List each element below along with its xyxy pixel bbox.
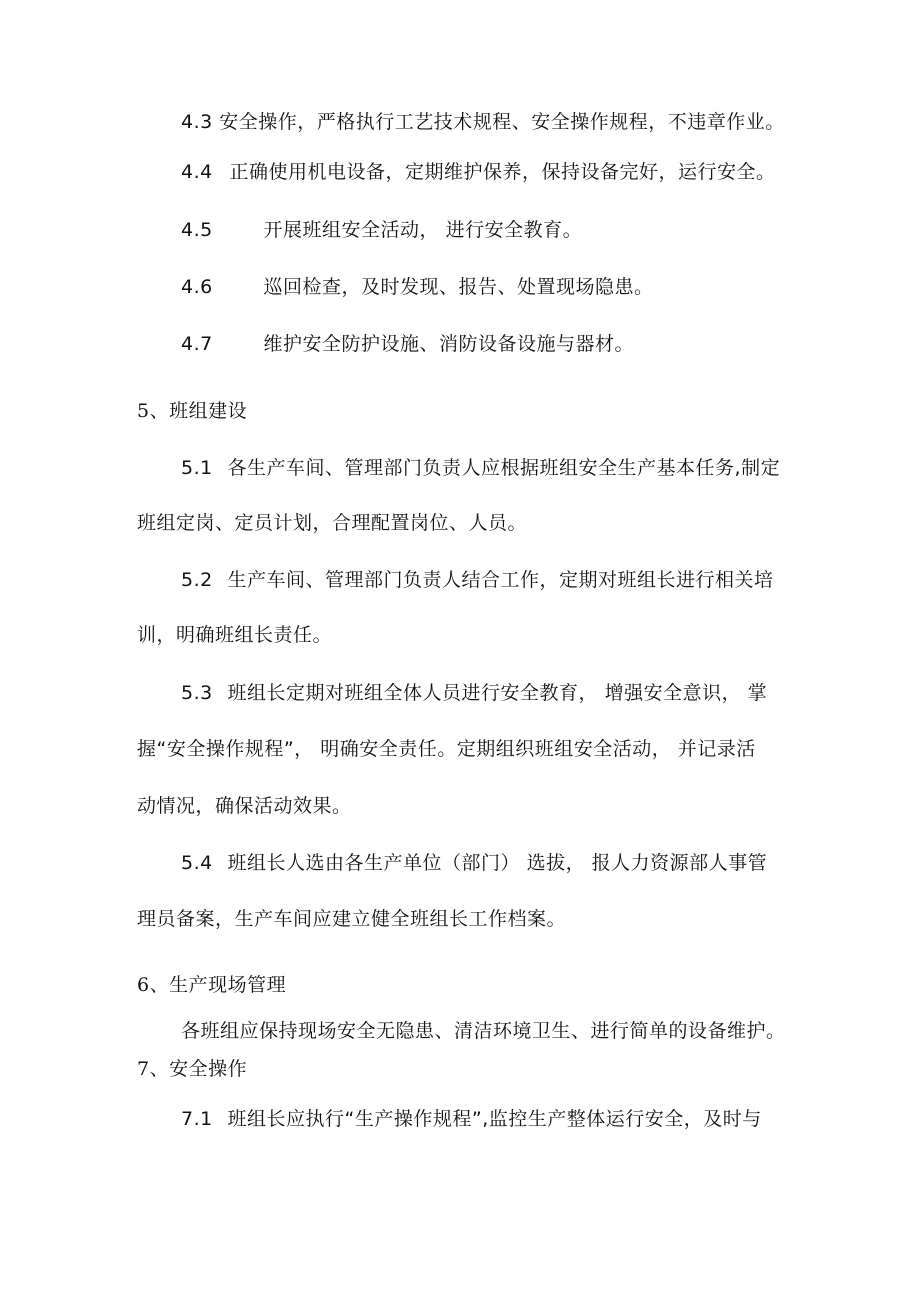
clause-number: 5.4 [181, 852, 213, 874]
clause-text: 班组长人选由各生产单位（部门） 选拔， 报人力资源部人事管 [227, 852, 768, 874]
clause-5-3-line3: 动情况，确保活动效果。 [137, 795, 352, 817]
clause-text: 班组长定期对班组全体人员进行安全教育， 增强安全意识， 掌 [227, 682, 768, 704]
section-6-text: 各班组应保持现场安全无隐患、清洁环境卫生、进行简单的设备维护。 [181, 1020, 786, 1042]
clause-4-3 [181, 109, 785, 135]
clause-number: 5.1 [181, 457, 213, 479]
section-7-heading: 7、安全操作 [137, 1058, 248, 1080]
clause-4-5 [181, 217, 582, 243]
clause-4-6 [181, 274, 654, 300]
clause-5-1-line2: 班组定岗、定员计划，合理配置岗位、人员。 [137, 512, 528, 534]
clause-5-1-line1 [181, 455, 780, 481]
clause-number: 7.1 [181, 1108, 213, 1130]
section-5-heading: 5、班组建设 [137, 400, 248, 422]
clause-5-3-line2: 握“安全操作规程”， 明确安全责任。定期组织班组安全活动， 并记录活 [137, 738, 756, 760]
clause-number: 4.3 [181, 111, 213, 133]
clause-text: 生产车间、管理部门负责人结合工作，定期对班组长进行相关培 [227, 569, 774, 591]
clause-5-4-line1 [181, 850, 767, 876]
clause-number: 5.3 [181, 682, 213, 704]
clause-text: 安全操作，严格执行工艺技术规程、安全操作规程，不违章作业。 [219, 111, 785, 133]
clause-number: 5.2 [181, 569, 213, 591]
section-6-heading: 6、生产现场管理 [137, 974, 287, 996]
clause-text: 维护安全防护设施、消防设备设施与器材。 [263, 333, 635, 355]
clause-4-7 [181, 331, 634, 357]
clause-5-2-line2: 训，明确班组长责任。 [137, 624, 333, 646]
clause-text: 各生产车间、管理部门负责人应根据班组安全生产基本任务,制定 [227, 457, 781, 479]
clause-number: 4.7 [181, 333, 213, 355]
clause-text: 班组长应执行“生产操作规程”,监控生产整体运行安全，及时与 [227, 1108, 762, 1130]
clause-4-4 [181, 159, 776, 185]
clause-5-2-line1 [181, 567, 774, 593]
clause-text: 正确使用机电设备，定期维护保养，保持设备完好，运行安全。 [229, 161, 776, 183]
clause-text: 开展班组安全活动， 进行安全教育。 [263, 219, 583, 241]
clause-text: 巡回检查，及时发现、报告、处置现场隐患。 [263, 276, 654, 298]
clause-number: 4.4 [181, 161, 213, 183]
clause-7-1-line1 [181, 1106, 762, 1132]
clause-number: 4.5 [181, 219, 213, 241]
clause-5-4-line2: 理员备案，生产车间应建立健全班组长工作档案。 [137, 908, 567, 930]
clause-5-3-line1 [181, 680, 767, 706]
clause-number: 4.6 [181, 276, 213, 298]
